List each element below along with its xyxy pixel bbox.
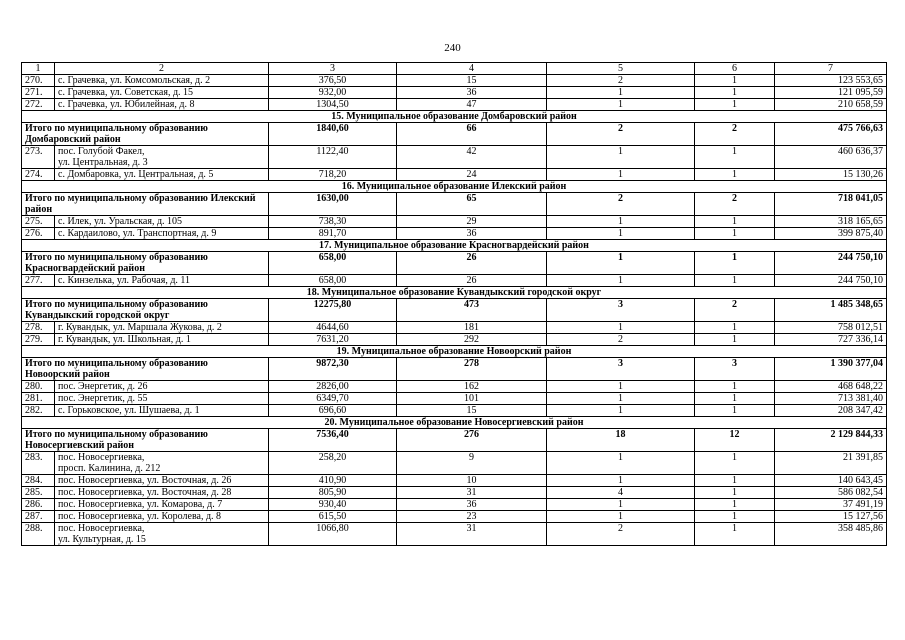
column-number-row — [22, 63, 887, 75]
column-header: 3 — [269, 63, 397, 75]
address-cell: г. Кувандык, ул. Школьная, д. 1 — [55, 334, 269, 346]
amount-cell: 123 553,65 — [775, 75, 887, 87]
row-number: 271. — [22, 87, 55, 99]
area-cell: 6349,70 — [269, 393, 397, 405]
count-cell: 1 — [695, 499, 775, 511]
amount-cell: 399 875,40 — [775, 228, 887, 240]
area-cell: 1066,80 — [269, 523, 397, 546]
amount-cell: 121 095,59 — [775, 87, 887, 99]
count-cell: 1 — [695, 169, 775, 181]
area-cell: 932,00 — [269, 87, 397, 99]
amount-cell: 727 336,14 — [775, 334, 887, 346]
residents-cell: 24 — [397, 169, 547, 181]
section-title: 18. Муниципальное образование Кувандыкский городской округ — [22, 287, 887, 299]
amount-cell: 1 390 377,04 — [775, 358, 887, 381]
count-cell: 2 — [695, 123, 775, 146]
subtotal-row — [22, 252, 887, 275]
subtotal-row — [22, 193, 887, 216]
table-row — [22, 511, 887, 523]
residents-cell: 36 — [397, 228, 547, 240]
count-cell: 1 — [695, 381, 775, 393]
table-row — [22, 381, 887, 393]
address-cell: пос. Новосергиевка, ул. Королева, д. 8 — [55, 511, 269, 523]
address-cell: с. Горьковское, ул. Шушаева, д. 1 — [55, 405, 269, 417]
row-number: 281. — [22, 393, 55, 405]
count-cell: 1 — [547, 322, 695, 334]
residents-cell: 26 — [397, 252, 547, 275]
amount-cell: 358 485,86 — [775, 523, 887, 546]
area-cell: 410,90 — [269, 475, 397, 487]
amount-cell: 318 165,65 — [775, 216, 887, 228]
address-cell: пос. Новосергиевка, ул. Культурная, д. 15 — [55, 523, 269, 546]
address-cell: пос. Новосергиевка, ул. Комарова, д. 7 — [55, 499, 269, 511]
address-cell: с. Илек, ул. Уральская, д. 105 — [55, 216, 269, 228]
table-row — [22, 228, 887, 240]
count-cell: 1 — [547, 381, 695, 393]
area-cell: 376,50 — [269, 75, 397, 87]
section-heading-row — [22, 181, 887, 193]
count-cell: 1 — [695, 452, 775, 475]
address-cell: с. Домбаровка, ул. Центральная, д. 5 — [55, 169, 269, 181]
area-cell: 658,00 — [269, 252, 397, 275]
housing-register-table — [21, 62, 887, 546]
area-cell: 658,00 — [269, 275, 397, 287]
address-cell: пос. Новосергиевка, просп. Калинина, д. 212 — [55, 452, 269, 475]
area-cell: 1304,50 — [269, 99, 397, 111]
count-cell: 1 — [695, 405, 775, 417]
subtotal-label: Итого по муниципальному образованию Новоорский район — [22, 358, 269, 381]
section-heading-row — [22, 111, 887, 123]
address-cell: пос. Новосергиевка, ул. Восточная, д. 26 — [55, 475, 269, 487]
table-row — [22, 169, 887, 181]
table-row — [22, 487, 887, 499]
subtotal-label: Итого по муниципальному образованию Новосергиевский район — [22, 429, 269, 452]
residents-cell: 162 — [397, 381, 547, 393]
residents-cell: 26 — [397, 275, 547, 287]
amount-cell: 713 381,40 — [775, 393, 887, 405]
count-cell: 1 — [695, 75, 775, 87]
address-cell: пос. Голубой Факел, ул. Центральная, д. 3 — [55, 146, 269, 169]
column-header: 5 — [547, 63, 695, 75]
address-cell: пос. Энергетик, д. 26 — [55, 381, 269, 393]
count-cell: 1 — [547, 99, 695, 111]
row-number: 286. — [22, 499, 55, 511]
row-number: 287. — [22, 511, 55, 523]
amount-cell: 244 750,10 — [775, 275, 887, 287]
area-cell: 258,20 — [269, 452, 397, 475]
address-cell: пос. Энергетик, д. 55 — [55, 393, 269, 405]
section-title: 20. Муниципальное образование Новосергиевский район — [22, 417, 887, 429]
count-cell: 2 — [547, 193, 695, 216]
table-row — [22, 322, 887, 334]
amount-cell: 140 643,45 — [775, 475, 887, 487]
row-number: 278. — [22, 322, 55, 334]
count-cell: 1 — [547, 228, 695, 240]
residents-cell: 292 — [397, 334, 547, 346]
count-cell: 1 — [695, 275, 775, 287]
table-row — [22, 452, 887, 475]
count-cell: 1 — [695, 146, 775, 169]
count-cell: 1 — [547, 452, 695, 475]
count-cell: 1 — [547, 499, 695, 511]
table-body — [22, 63, 887, 546]
count-cell: 1 — [547, 146, 695, 169]
address-cell: с. Кардаилово, ул. Транспортная, д. 9 — [55, 228, 269, 240]
count-cell: 1 — [695, 475, 775, 487]
count-cell: 1 — [695, 252, 775, 275]
residents-cell: 278 — [397, 358, 547, 381]
residents-cell: 42 — [397, 146, 547, 169]
amount-cell: 2 129 844,33 — [775, 429, 887, 452]
table-row — [22, 87, 887, 99]
address-cell: с. Грачевка, ул. Юбилейная, д. 8 — [55, 99, 269, 111]
row-number: 279. — [22, 334, 55, 346]
page-number: 240 — [444, 42, 461, 54]
area-cell: 12275,80 — [269, 299, 397, 322]
address-cell: г. Кувандык, ул. Маршала Жукова, д. 2 — [55, 322, 269, 334]
row-number: 270. — [22, 75, 55, 87]
residents-cell: 31 — [397, 487, 547, 499]
count-cell: 3 — [547, 358, 695, 381]
residents-cell: 66 — [397, 123, 547, 146]
residents-cell: 47 — [397, 99, 547, 111]
count-cell: 1 — [695, 216, 775, 228]
count-cell: 2 — [695, 299, 775, 322]
section-heading-row — [22, 240, 887, 252]
amount-cell: 15 127,56 — [775, 511, 887, 523]
subtotal-label: Итого по муниципальному образованию Красногвардейский район — [22, 252, 269, 275]
count-cell: 2 — [547, 75, 695, 87]
count-cell: 1 — [695, 523, 775, 546]
table-row — [22, 405, 887, 417]
area-cell: 1630,00 — [269, 193, 397, 216]
row-number: 283. — [22, 452, 55, 475]
column-header: 7 — [775, 63, 887, 75]
section-title: 17. Муниципальное образование Красногвардейский район — [22, 240, 887, 252]
table-row — [22, 75, 887, 87]
row-number: 274. — [22, 169, 55, 181]
amount-cell: 37 491,19 — [775, 499, 887, 511]
row-number: 285. — [22, 487, 55, 499]
count-cell: 1 — [547, 87, 695, 99]
count-cell: 4 — [547, 487, 695, 499]
table-row — [22, 275, 887, 287]
amount-cell: 244 750,10 — [775, 252, 887, 275]
count-cell: 1 — [547, 405, 695, 417]
count-cell: 1 — [547, 393, 695, 405]
count-cell: 1 — [695, 322, 775, 334]
amount-cell: 475 766,63 — [775, 123, 887, 146]
section-heading-row — [22, 346, 887, 358]
residents-cell: 36 — [397, 499, 547, 511]
column-header: 4 — [397, 63, 547, 75]
count-cell: 2 — [547, 523, 695, 546]
residents-cell: 473 — [397, 299, 547, 322]
area-cell: 7631,20 — [269, 334, 397, 346]
subtotal-label: Итого по муниципальному образованию Домбаровский район — [22, 123, 269, 146]
count-cell: 2 — [695, 193, 775, 216]
count-cell: 1 — [695, 511, 775, 523]
subtotal-label: Итого по муниципальному образованию Илекский район — [22, 193, 269, 216]
amount-cell: 210 658,59 — [775, 99, 887, 111]
residents-cell: 31 — [397, 523, 547, 546]
section-title: 16. Муниципальное образование Илекский район — [22, 181, 887, 193]
subtotal-row — [22, 299, 887, 322]
residents-cell: 23 — [397, 511, 547, 523]
residents-cell: 65 — [397, 193, 547, 216]
area-cell: 2826,00 — [269, 381, 397, 393]
count-cell: 3 — [547, 299, 695, 322]
subtotal-row — [22, 358, 887, 381]
residents-cell: 181 — [397, 322, 547, 334]
amount-cell: 586 082,54 — [775, 487, 887, 499]
row-number: 277. — [22, 275, 55, 287]
row-number: 288. — [22, 523, 55, 546]
column-header: 2 — [55, 63, 269, 75]
address-cell: с. Грачевка, ул. Советская, д. 15 — [55, 87, 269, 99]
area-cell: 718,20 — [269, 169, 397, 181]
amount-cell: 758 012,51 — [775, 322, 887, 334]
count-cell: 3 — [695, 358, 775, 381]
residents-cell: 276 — [397, 429, 547, 452]
count-cell: 18 — [547, 429, 695, 452]
section-heading-row — [22, 417, 887, 429]
subtotal-label: Итого по муниципальному образованию Кувандыкский городской округ — [22, 299, 269, 322]
table-row — [22, 216, 887, 228]
residents-cell: 10 — [397, 475, 547, 487]
residents-cell: 101 — [397, 393, 547, 405]
count-cell: 1 — [695, 87, 775, 99]
row-number: 284. — [22, 475, 55, 487]
amount-cell: 208 347,42 — [775, 405, 887, 417]
count-cell: 1 — [547, 275, 695, 287]
area-cell: 1840,60 — [269, 123, 397, 146]
table-row — [22, 499, 887, 511]
section-title: 15. Муниципальное образование Домбаровский район — [22, 111, 887, 123]
row-number: 275. — [22, 216, 55, 228]
table-row — [22, 146, 887, 169]
area-cell: 9872,30 — [269, 358, 397, 381]
section-title: 19. Муниципальное образование Новоорский район — [22, 346, 887, 358]
count-cell: 1 — [695, 99, 775, 111]
count-cell: 1 — [695, 487, 775, 499]
residents-cell: 15 — [397, 75, 547, 87]
area-cell: 4644,60 — [269, 322, 397, 334]
row-number: 276. — [22, 228, 55, 240]
amount-cell: 460 636,37 — [775, 146, 887, 169]
address-cell: пос. Новосергиевка, ул. Восточная, д. 28 — [55, 487, 269, 499]
area-cell: 738,30 — [269, 216, 397, 228]
table-row — [22, 475, 887, 487]
residents-cell: 36 — [397, 87, 547, 99]
area-cell: 891,70 — [269, 228, 397, 240]
table-row — [22, 393, 887, 405]
area-cell: 1122,40 — [269, 146, 397, 169]
area-cell: 615,50 — [269, 511, 397, 523]
area-cell: 7536,40 — [269, 429, 397, 452]
count-cell: 2 — [547, 334, 695, 346]
subtotal-row — [22, 429, 887, 452]
column-header: 6 — [695, 63, 775, 75]
amount-cell: 718 041,05 — [775, 193, 887, 216]
row-number: 280. — [22, 381, 55, 393]
count-cell: 1 — [695, 393, 775, 405]
count-cell: 1 — [547, 252, 695, 275]
count-cell: 1 — [695, 228, 775, 240]
address-cell: с. Кинзелька, ул. Рабочая, д. 11 — [55, 275, 269, 287]
row-number: 273. — [22, 146, 55, 169]
amount-cell: 15 130,26 — [775, 169, 887, 181]
residents-cell: 9 — [397, 452, 547, 475]
count-cell: 2 — [547, 123, 695, 146]
area-cell: 805,90 — [269, 487, 397, 499]
count-cell: 1 — [695, 334, 775, 346]
column-header: 1 — [22, 63, 55, 75]
count-cell: 12 — [695, 429, 775, 452]
table-row — [22, 334, 887, 346]
address-cell: с. Грачевка, ул. Комсомольская, д. 2 — [55, 75, 269, 87]
table-row — [22, 523, 887, 546]
amount-cell: 1 485 348,65 — [775, 299, 887, 322]
count-cell: 1 — [547, 511, 695, 523]
count-cell: 1 — [547, 216, 695, 228]
count-cell: 1 — [547, 475, 695, 487]
subtotal-row — [22, 123, 887, 146]
section-heading-row — [22, 287, 887, 299]
residents-cell: 29 — [397, 216, 547, 228]
residents-cell: 15 — [397, 405, 547, 417]
amount-cell: 468 648,22 — [775, 381, 887, 393]
table-row — [22, 99, 887, 111]
row-number: 272. — [22, 99, 55, 111]
count-cell: 1 — [547, 169, 695, 181]
area-cell: 930,40 — [269, 499, 397, 511]
row-number: 282. — [22, 405, 55, 417]
amount-cell: 21 391,85 — [775, 452, 887, 475]
area-cell: 696,60 — [269, 405, 397, 417]
